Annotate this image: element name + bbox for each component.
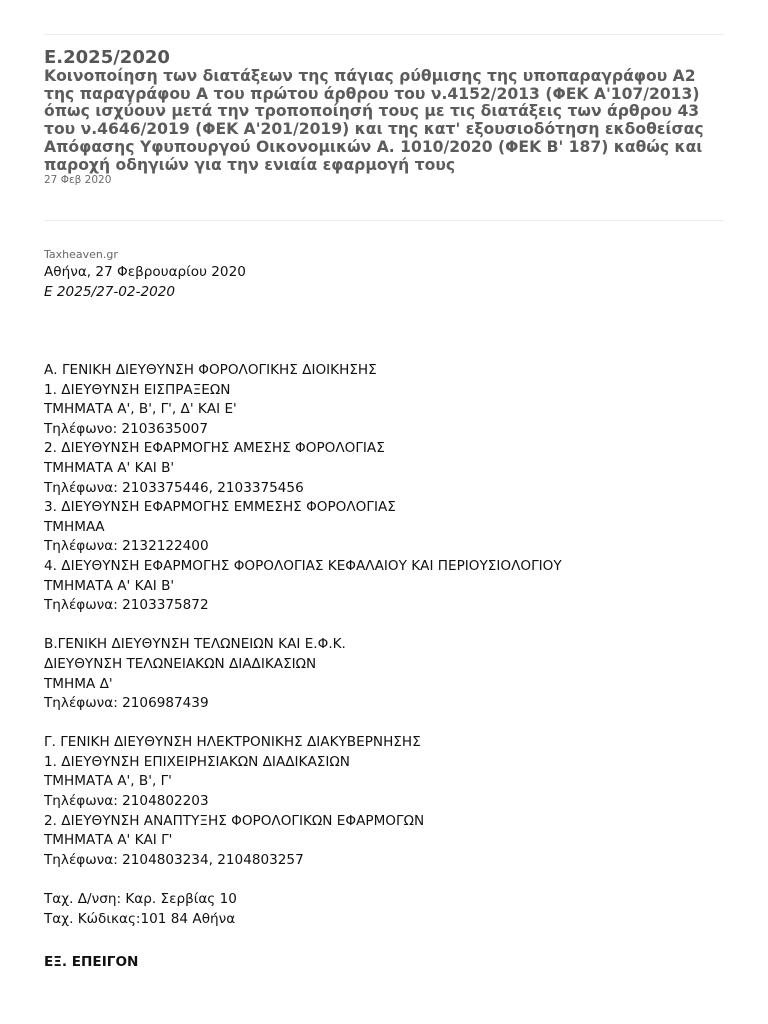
postal-address bbox=[44, 890, 734, 929]
recipient-block-c bbox=[44, 733, 734, 870]
document-header bbox=[44, 48, 724, 186]
recipient-line: 1. ΔΙΕΥΘΥΝΣΗ ΕΠΙΧΕΙΡΗΣΙΑΚΩΝ ΔΙΑΔΙΚΑΣΙΩΝ bbox=[44, 753, 350, 770]
protocol-number: Ε 2025/27-02-2020 bbox=[44, 284, 176, 300]
recipient-line: Β.ΓΕΝΙΚΗ ΔΙΕΥΘΥΝΣΗ ΤΕΛΩΝΕΙΩΝ ΚΑΙ Ε.Φ.Κ. bbox=[44, 636, 346, 653]
recipient-line: Τηλέφωνα: 2104802203 bbox=[44, 793, 209, 810]
document-meta bbox=[44, 248, 724, 302]
recipient-line: Τηλέφωνα: 2106987439 bbox=[44, 695, 209, 712]
recipient-line: 4. ΔΙΕΥΘΥΝΣΗ ΕΦΑΡΜΟΓΗΣ ΦΟΡΟΛΟΓΙΑΣ ΚΕΦΑΛΑΙΟΥ ΚΑΙ ΠΕΡΙΟΥΣΙΟΛΟΓΙΟΥ bbox=[44, 557, 562, 574]
recipient-line: Τηλέφωνα: 2104803234, 2104803257 bbox=[44, 851, 304, 868]
urgency-label: ΕΞ. ΕΠΕΙΓΟΝ bbox=[44, 954, 139, 970]
recipient-line: Τηλέφωνο: 2103635007 bbox=[44, 420, 208, 437]
recipient-line: ΤΜΗΜΑΤΑ Α', Β', Γ', Δ' ΚΑΙ Ε' bbox=[44, 401, 237, 418]
recipient-line: 1. ΔΙΕΥΘΥΝΣΗ ΕΙΣΠΡΑΞΕΩΝ bbox=[44, 381, 231, 398]
recipient-line: 2. ΔΙΕΥΘΥΝΣΗ ΕΦΑΡΜΟΓΗΣ ΑΜΕΣΗΣ ΦΟΡΟΛΟΓΙΑΣ bbox=[44, 440, 385, 457]
header-divider bbox=[44, 220, 724, 221]
recipient-block-a bbox=[44, 361, 734, 616]
recipient-line: ΤΜΗΜΑΤΑ Α', Β', Γ' bbox=[44, 773, 172, 790]
recipient-line: Α. ΓΕΝΙΚΗ ΔΙΕΥΘΥΝΣΗ ΦΟΡΟΛΟΓΙΚΗΣ ΔΙΟΙΚΗΣΗΣ bbox=[44, 362, 377, 378]
recipient-line: 3. ΔΙΕΥΘΥΝΣΗ ΕΦΑΡΜΟΓΗΣ ΕΜΜΕΣΗΣ ΦΟΡΟΛΟΓΙΑΣ bbox=[44, 499, 396, 516]
place-date: Αθήνα, 27 Φεβρουαρίου 2020 bbox=[44, 264, 246, 280]
recipients-section bbox=[44, 361, 734, 949]
recipient-line: ΤΜΗΜΑΤΑ Α' ΚΑΙ Γ' bbox=[44, 832, 173, 849]
recipient-line: ΤΜΗΜΑΤΑ Α' ΚΑΙ Β' bbox=[44, 459, 175, 476]
recipient-line: ΔΙΕΥΘΥΝΣΗ ΤΕΛΩΝΕΙΑΚΩΝ ΔΙΑΔΙΚΑΣΙΩΝ bbox=[44, 655, 317, 672]
recipient-line: Γ. ΓΕΝΙΚΗ ΔΙΕΥΘΥΝΣΗ ΗΛΕΚΤΡΟΝΙΚΗΣ ΔΙΑΚΥΒΕΡΝΗΣΗΣ bbox=[44, 734, 421, 751]
recipient-line: ΤΜΗΜΑΤΑ Α' ΚΑΙ Β' bbox=[44, 577, 175, 594]
publish-date: 27 Φεβ 2020 bbox=[44, 174, 112, 187]
address-line: Ταχ. Κώδικας:101 84 Αθήνα bbox=[44, 910, 236, 927]
address-line: Ταχ. Δ/νση: Καρ. Σερβίας 10 bbox=[44, 891, 237, 908]
document-title: Κοινοποίηση των διατάξεων της πάγιας ρύθμισης της υποπαραγράφου Α2 της παραγράφου Α του πρώτου άρθρου του ν.4152/2013 (ΦΕΚ Α'107/2013) όπως ισχύουν μετά την τροποποίησή τους με τις διατάξεις των άρθρου 43 του ν.4646/2019 (ΦΕΚ Α'201/2019) και της κατ' εξουσιοδότηση εκδοθείσας Απόφασης Υφυπουργού Οικονομικών Α. 1010/2020 (ΦΕΚ Β' 187) καθώς και παροχή οδηγιών για την ενιαία εφαρμογή τους bbox=[44, 67, 704, 174]
recipient-line: ΤΜΗΜΑ Δ' bbox=[44, 675, 113, 692]
top-divider bbox=[44, 34, 724, 35]
recipient-line: ΤΜΗΜΑΑ bbox=[44, 518, 105, 535]
source-label: Taxheaven.gr bbox=[44, 248, 118, 261]
recipient-line: 2. ΔΙΕΥΘΥΝΣΗ ΑΝΑΠΤΥΞΗΣ ΦΟΡΟΛΟΓΙΚΩΝ ΕΦΑΡΜΟΓΩΝ bbox=[44, 812, 425, 829]
recipient-block-b bbox=[44, 635, 734, 713]
recipient-line: Τηλέφωνα: 2132122400 bbox=[44, 538, 209, 555]
recipient-line: Τηλέφωνα: 2103375872 bbox=[44, 597, 209, 614]
document-code: Ε.2025/2020 bbox=[44, 47, 170, 68]
recipient-line: Τηλέφωνα: 2103375446, 2103375456 bbox=[44, 479, 304, 496]
